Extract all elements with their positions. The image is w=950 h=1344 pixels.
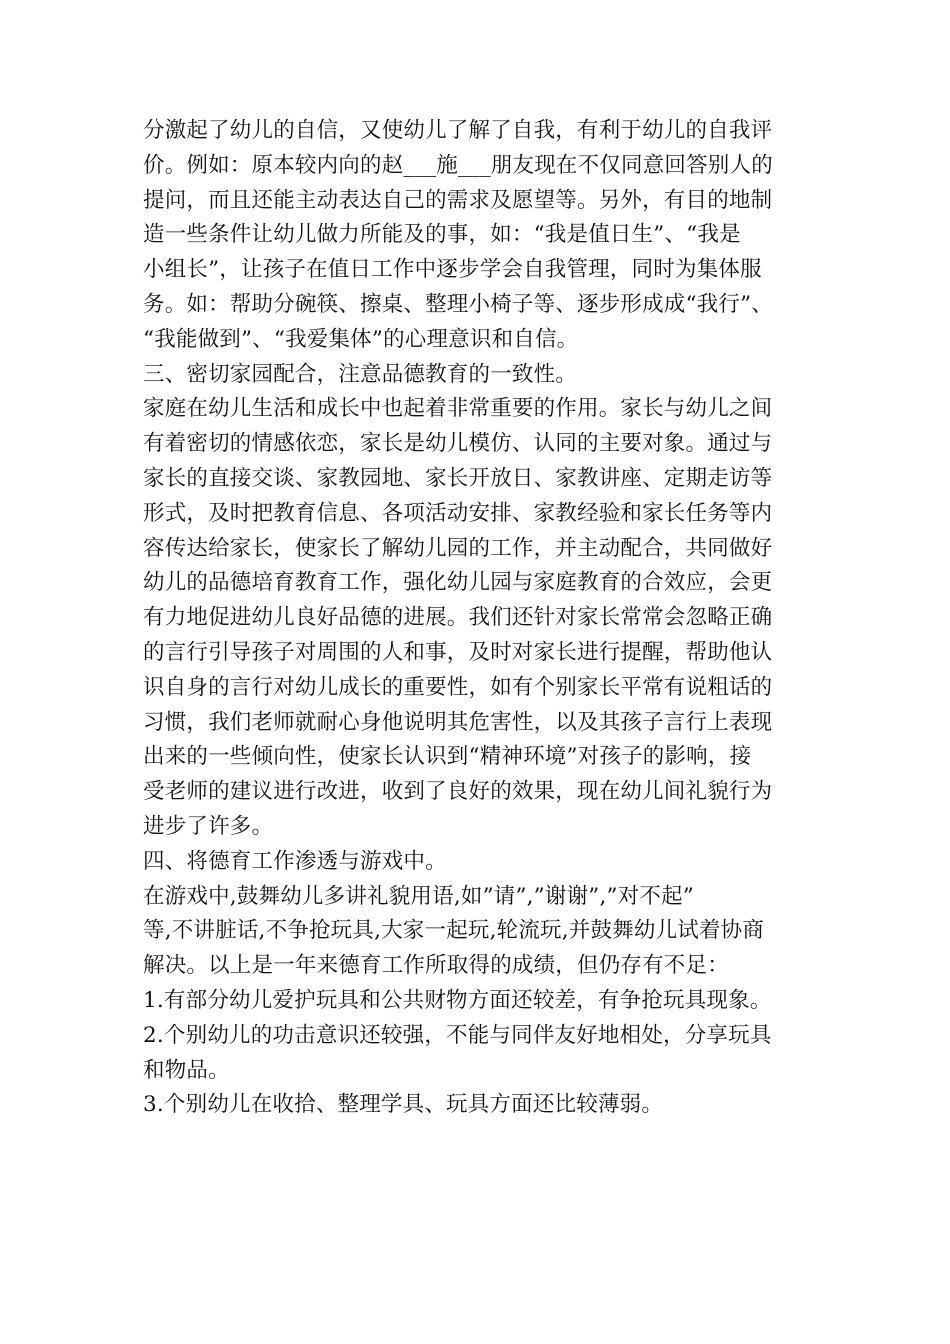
text-line: 提问，而且还能主动表达自己的需求及愿望等。另外，有目的地制: [143, 187, 773, 213]
text-line: 价。例如：原本较内向的赵___施___朋友现在不仅同意回答别人的: [143, 152, 773, 178]
section-heading: 三、密切家园配合，注意品德教育的一致性。: [143, 361, 578, 387]
text-line: 等,不讲脏话,不争抢玩具,大家一起玩,轮流玩,并鼓舞幼儿试着协商: [143, 918, 765, 944]
text-line: 家庭在幼儿生活和成长中也起着非常重要的作用。家长与幼儿之间: [143, 396, 773, 422]
text-line: 进步了许多。: [143, 813, 274, 839]
list-item: 3.个别幼儿在收拾、整理学具、玩具方面还比较薄弱。: [143, 1092, 664, 1118]
text-line: 小组长”，让孩子在值日工作中逐步学会自我管理，同时为集体服: [143, 257, 762, 283]
text-line: 分激起了幼儿的自信，又使幼儿了解了自我，有利于幼儿的自我评: [143, 118, 773, 143]
text-line: 的言行引导孩子对周围的人和事，及时对家长进行提醒，帮助他认: [143, 639, 773, 665]
text-line: 家长的直接交谈、家教园地、家长开放日、家教讲座、定期走访等: [143, 465, 773, 491]
text-line: 受老师的建议进行改进，收到了良好的效果，现在幼儿间礼貌行为: [143, 779, 773, 805]
list-item-continuation: 和物品。: [143, 1057, 230, 1083]
text-line: 有力地促进幼儿良好品德的进展。我们还针对家长常常会忽略正确: [143, 605, 773, 631]
text-line: “我能做到”、“我爱集体”的心理意识和自信。: [143, 326, 579, 352]
text-line: 幼儿的品德培育教育工作，强化幼儿园与家庭教育的合效应，会更: [143, 570, 773, 596]
text-line: 习惯，我们老师就耐心身他说明其危害性，以及其孩子言行上表现: [143, 709, 773, 735]
section-heading: 四、将德育工作渗透与游戏中。: [143, 848, 447, 874]
text-line: 容传达给家长，使家长了解幼儿园的工作，并主动配合，共同做好: [143, 535, 773, 561]
list-item: 1.有部分幼儿爱护玩具和公共财物方面还较差，有争抢玩具现象。: [143, 987, 772, 1013]
text-line: 识自身的言行对幼儿成长的重要性，如有个别家长平常有说粗话的: [143, 674, 773, 700]
list-item: 2.个别幼儿的功击意识还较强，不能与同伴友好地相处，分享玩具: [143, 1022, 772, 1048]
text-line: 出来的一些倾向性，使家长认识到“精神环境”对孩子的影响，接: [143, 744, 752, 770]
document-body: [143, 114, 843, 1123]
text-line: 务。如：帮助分碗筷、擦桌、整理小椅子等、逐步形成成“我行”、: [143, 291, 773, 317]
text-line: 有着密切的情感依恋，家长是幼儿模仿、认同的主要对象。通过与: [143, 431, 773, 457]
text-line: 造一些条件让幼儿做力所能及的事，如：“我是值日生”、“我是: [143, 222, 741, 248]
text-line: 在游戏中,鼓舞幼儿多讲礼貌用语,如”请”,”谢谢”,”对不起”: [143, 883, 694, 909]
text-line: 解决。以上是一年来德育工作所取得的成绩，但仍存有不足：: [143, 953, 729, 979]
text-line: 形式，及时把教育信息、各项活动安排、家教经验和家长任务等内: [143, 500, 773, 526]
